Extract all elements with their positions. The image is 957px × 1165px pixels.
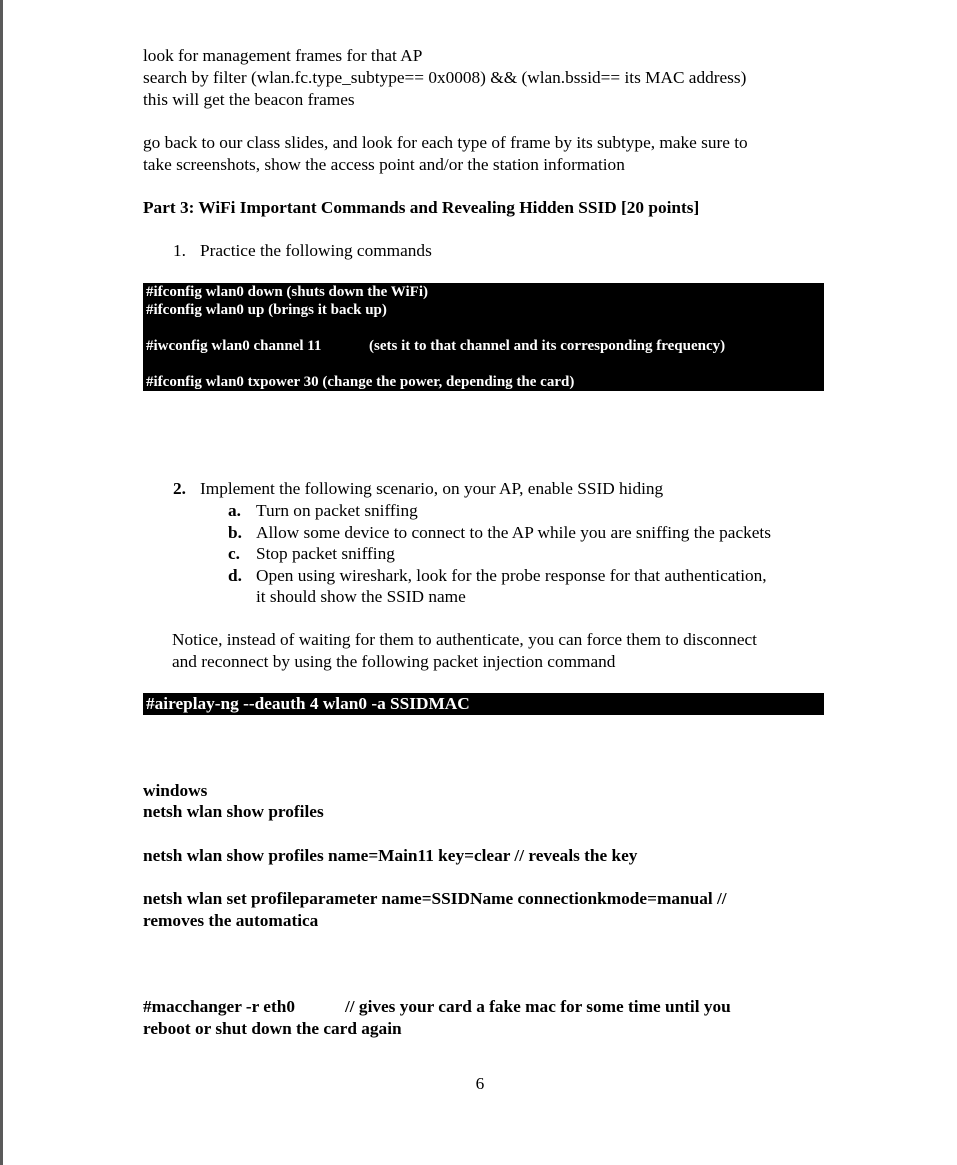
notice-line-1: Notice, instead of waiting for them to authenticate, you can force them to disconnect [172,630,757,649]
aireplay-command: #aireplay-ng --deauth 4 wlan0 -a SSIDMAC [146,694,470,713]
item1-number: 1. [173,241,186,260]
step-a-text: Turn on packet sniffing [256,501,418,520]
document-page [3,0,957,1165]
notice-line-2: and reconnect by using the following packet injection command [172,652,616,671]
slides-line-2: take screenshots, show the access point and/or the station information [143,155,625,174]
command-ifconfig-txpower: #ifconfig wlan0 txpower 30 (change the power, depending the card) [146,374,575,390]
netsh-set-profileparameter: netsh wlan set profileparameter name=SSIDName connectionkmode=manual // [143,889,727,908]
item1-text: Practice the following commands [200,241,432,260]
command-ifconfig-up: #ifconfig wlan0 up (brings it back up) [146,302,387,318]
step-a-letter: a. [228,501,241,520]
windows-heading: windows [143,781,208,800]
macchanger-comment: // gives your card a fake mac for some time until you [345,997,731,1016]
netsh-reveal-key: netsh wlan show profiles name=Main11 key=clear // reveals the key [143,846,638,865]
item2-text: Implement the following scenario, on your AP, enable SSID hiding [200,479,664,498]
intro-line-2: search by filter (wlan.fc.type_subtype== 0x0008) && (wlan.bssid== its MAC address) [143,68,747,87]
netsh-set-profileparameter-continued: removes the automatica [143,911,319,930]
item2-number: 2. [173,479,186,498]
intro-line-3: this will get the beacon frames [143,90,355,109]
step-c-letter: c. [228,544,240,563]
macchanger-comment-continued: reboot or shut down the card again [143,1019,402,1038]
step-d-text: Open using wireshark, look for the probe response for that authentication, [256,566,767,585]
macchanger-command: #macchanger -r eth0 [143,997,295,1016]
command-block [143,283,824,391]
step-b-text: Allow some device to connect to the AP while you are sniffing the packets [256,523,771,542]
intro-line-1: look for management frames for that AP [143,46,423,65]
command-iwconfig-channel-note: (sets it to that channel and its corresponding frequency) [369,338,726,354]
step-c-text: Stop packet sniffing [256,544,395,563]
netsh-show-profiles: netsh wlan show profiles [143,802,324,821]
aireplay-command-block [143,693,824,715]
slides-line-1: go back to our class slides, and look for each type of frame by its subtype, make sure to [143,133,748,152]
step-d-letter: d. [228,566,242,585]
step-d-text-continued: it should show the SSID name [256,587,466,606]
command-ifconfig-down: #ifconfig wlan0 down (shuts down the WiFi) [146,284,428,300]
command-iwconfig-channel: #iwconfig wlan0 channel 11 [146,338,322,354]
step-b-letter: b. [228,523,242,542]
part3-heading: Part 3: WiFi Important Commands and Revealing Hidden SSID [20 points] [143,198,700,217]
page-number: 6 [475,1074,485,1093]
